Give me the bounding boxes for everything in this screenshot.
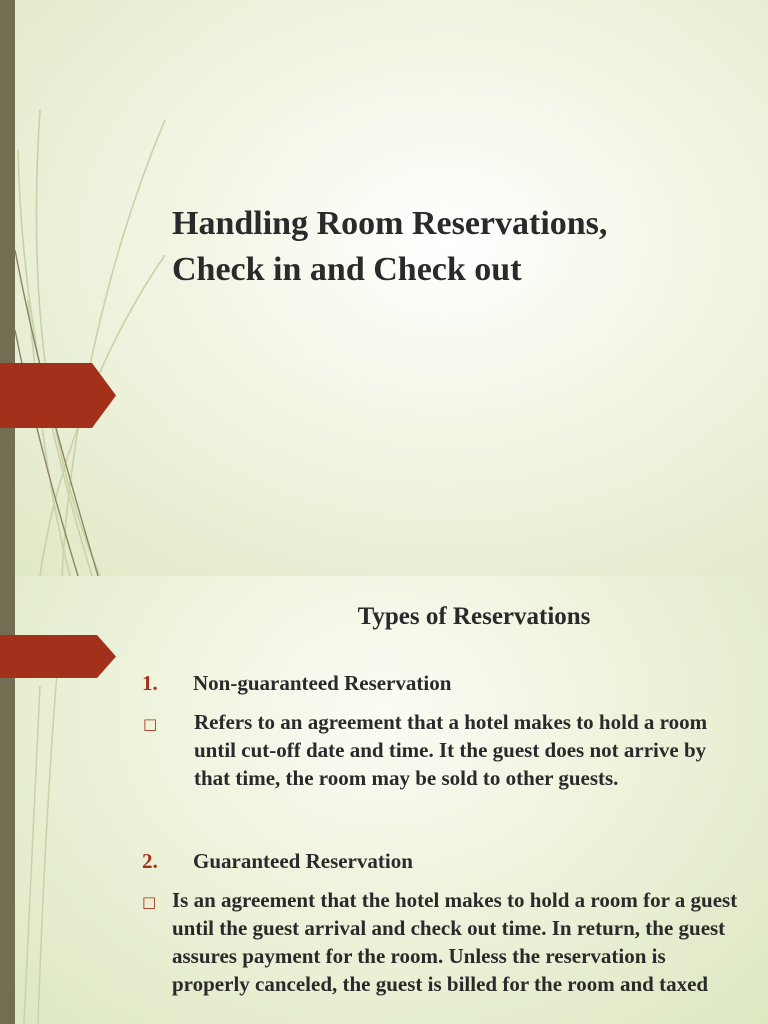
- title-line-2: Check in and Check out: [172, 251, 522, 288]
- title-line-1: Handling Room Reservations,: [172, 205, 608, 242]
- slide-title: [172, 201, 607, 293]
- red-pentagon-tab: [0, 363, 116, 428]
- list-item-1-label: Non-guaranteed Reservation: [193, 671, 452, 695]
- red-pentagon-tab: [0, 635, 116, 678]
- square-bullet-icon: □: [143, 715, 158, 733]
- list-item-2-label: Guaranteed Reservation: [193, 849, 413, 873]
- square-bullet-icon: □: [142, 893, 157, 911]
- list-item-1-description: Refers to an agreement that a hotel makes to hold a room until cut-off date and time. It the guest does not arrive by that time, the room may be sold to other guests.: [194, 710, 708, 790]
- list-item-2-description: Is an agreement that the hotel makes to hold a room for a guest until the guest arrival and check out time. In return, the guest assures payment for the room. Unless the reservation is properly canceled, the guest is billed for the room and taxed: [172, 888, 738, 996]
- list-number-1: 1.: [142, 671, 158, 695]
- list-number-2: 2.: [142, 849, 158, 873]
- decorative-stems: [0, 0, 200, 576]
- content-slide: [0, 576, 768, 1024]
- section-heading: Types of Reservations: [357, 603, 591, 630]
